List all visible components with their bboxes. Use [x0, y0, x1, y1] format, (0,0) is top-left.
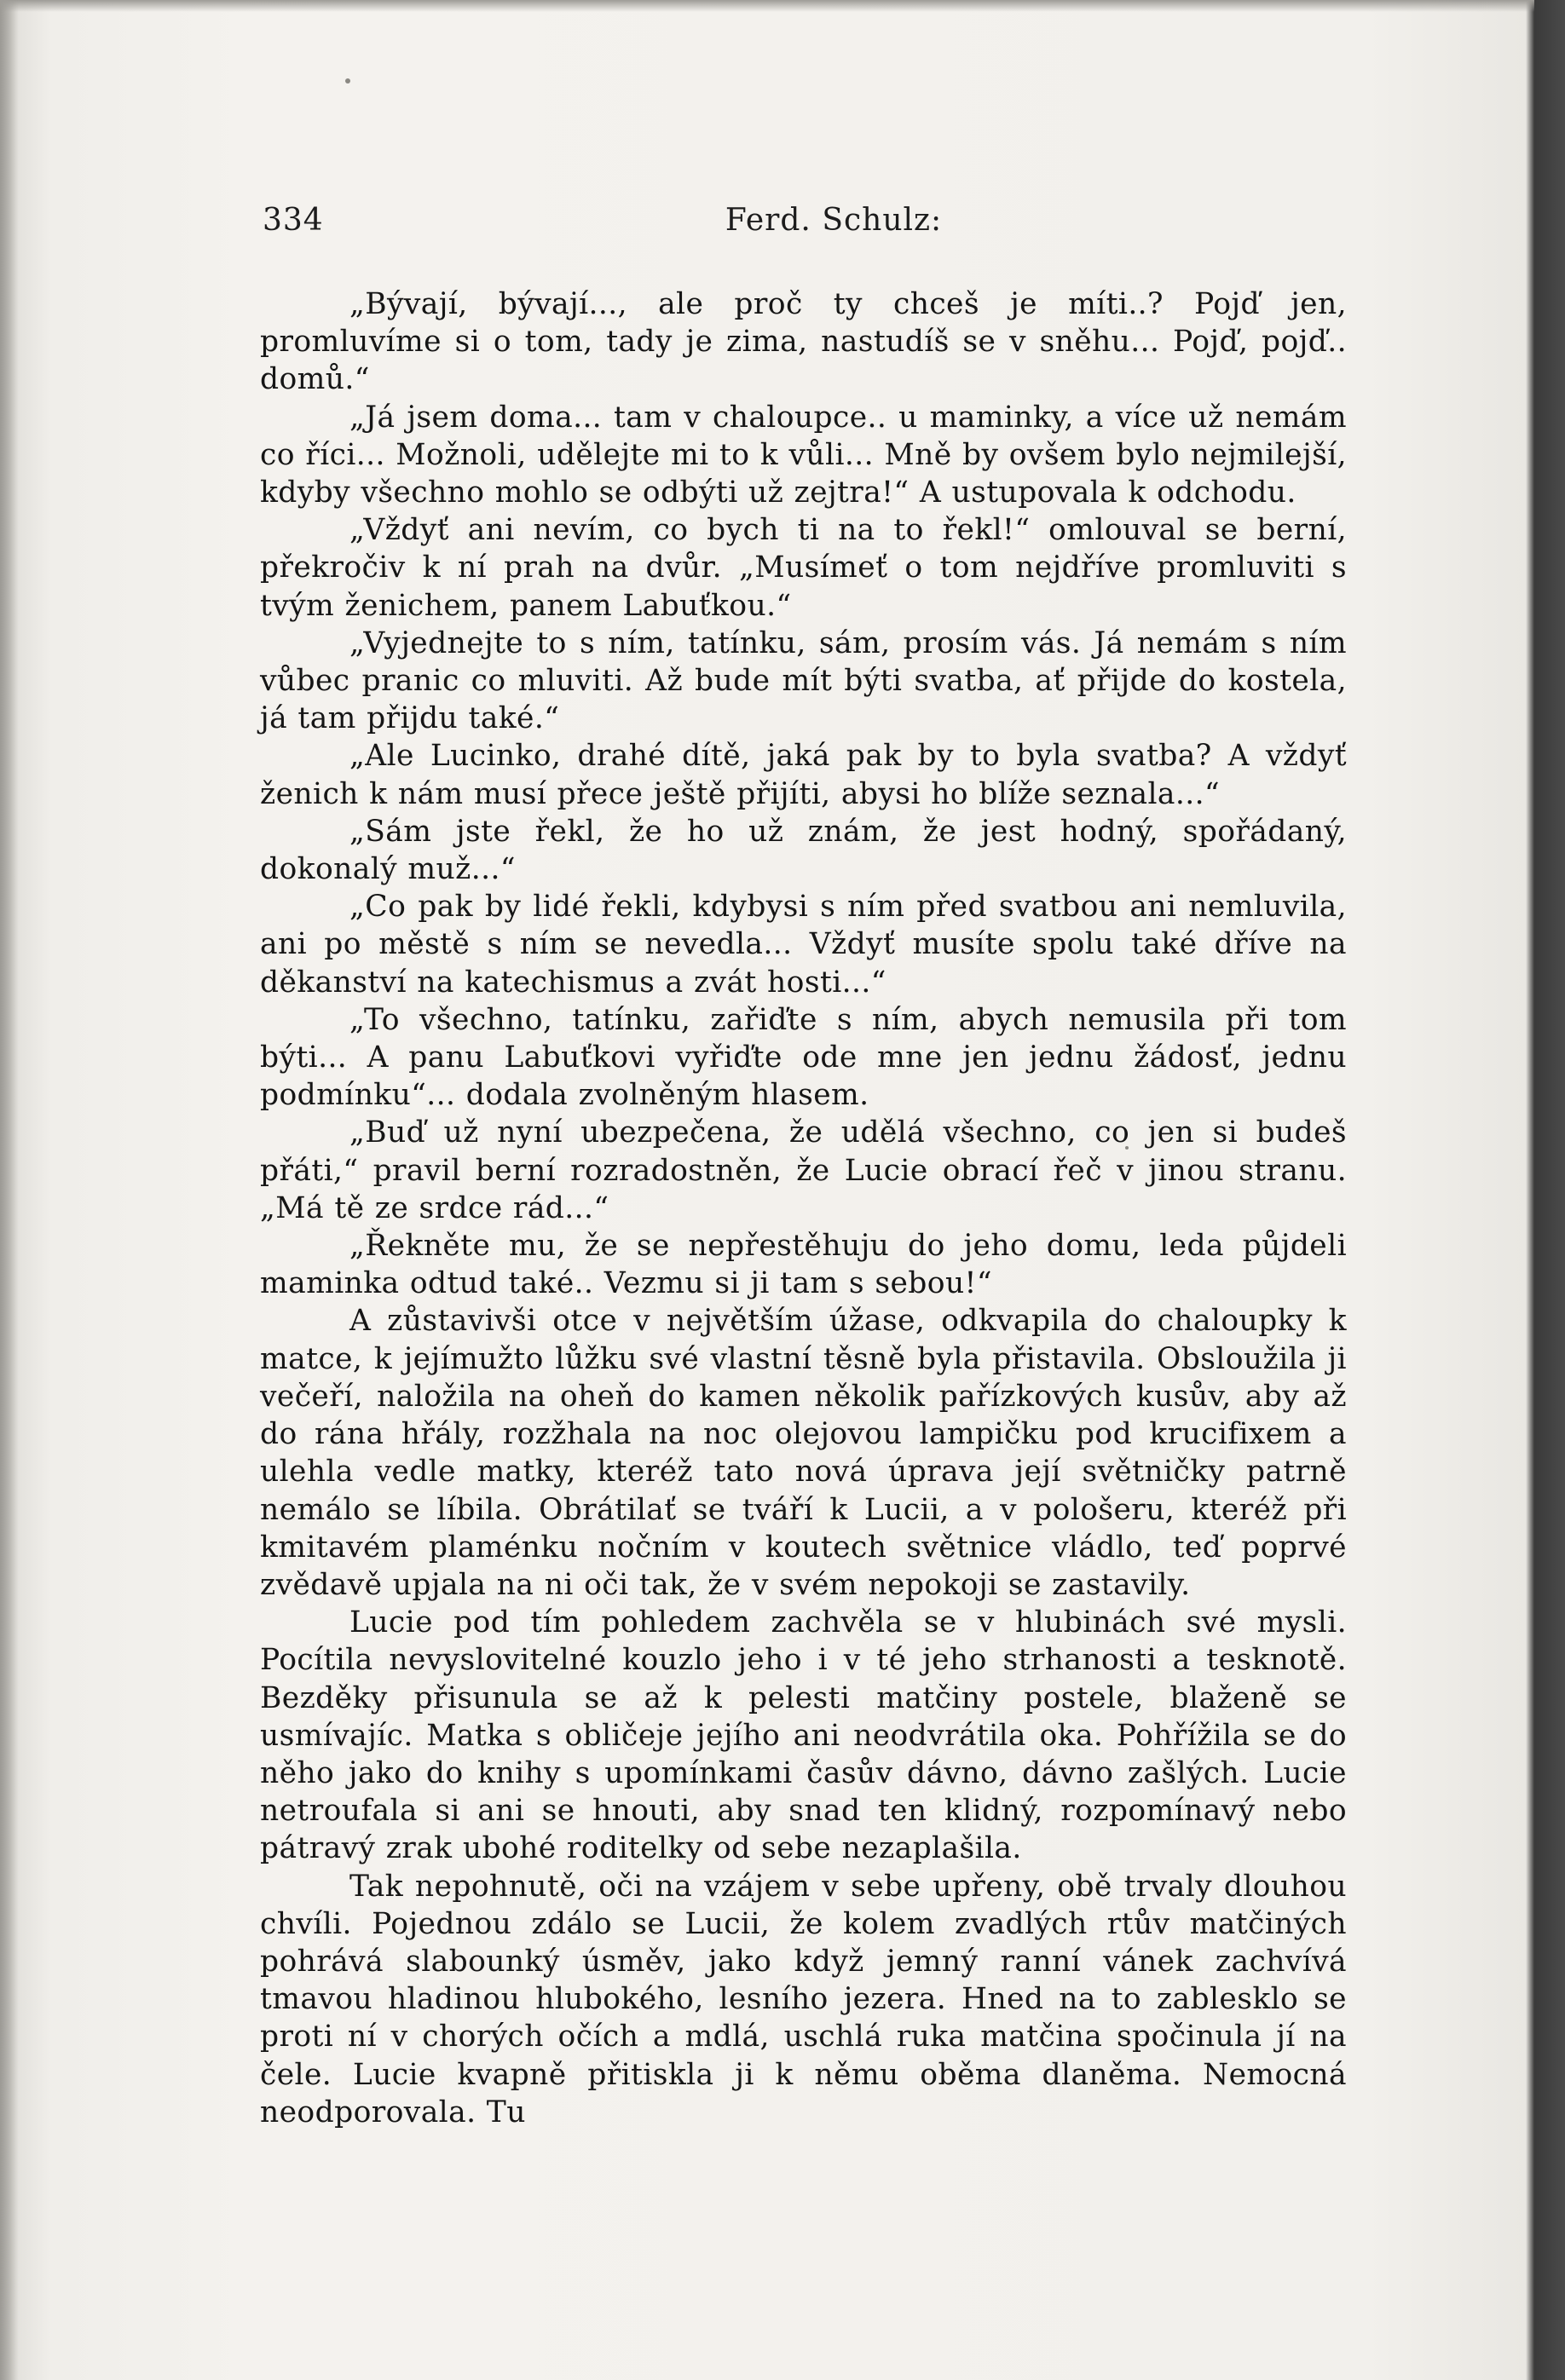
paragraph: „Sám jste řekl, že ho už znám, že jest hodný, spořádaný, dokonalý muž...“ [260, 814, 1347, 887]
paragraph: „Řekněte mu, že se nepřestěhuju do jeho domu, leda půjdeli maminka odtud také.. Vezmu si ji tam s sebou!“ [260, 1229, 1347, 1301]
paragraph: „Co pak by lidé řekli, kdybysi s ním před svatbou ani nemluvila, ani po městě s ním se nevedla... Vždyť musíte spolu také dříve na děkanství na katechismus a zvát hosti...“ [260, 890, 1347, 1000]
top-edge-shadow [0, 0, 1534, 12]
paragraph: „Já jsem doma... tam v chaloupce.. u maminky, a více už nemám co říci... Možnoli, udělejte mi to k vůli... Mně by ovšem bylo nejmilejší, kdyby všechno mohlo se odbýti už zejtra!“ A ustupovala k odchodu. [260, 400, 1347, 510]
page-header [263, 203, 1345, 245]
paragraph: Tak nepohnutě, oči na vzájem v sebe upřeny, obě trvaly dlouhou chvíli. Pojednou zdálo se Lucii, že kolem zvadlých rtův matčiných pohrává slabounký úsměv, jako když jemný ranní vánek zachvívá tmavou hladinou hlubokého, lesního jezera. Hned na to zablesklo se proti ní v chorých očích a mdlá, uschlá ruka matčina spočinula jí na čele. Lucie kvapně přitiskla ji k němu oběma dlaněma. Nemocná neodporovala. Tu [260, 1869, 1347, 2129]
paragraph: „Vždyť ani nevím, co bych ti na to řekl!“ omlouval se berní, překročiv k ní prah na dvůr. „Musímeť o tom nejdříve promluviti s tvým ženichem, panem Labuťkou.“ [260, 513, 1347, 623]
speck-mark [345, 78, 350, 84]
paragraph: „Ale Lucinko, drahé dítě, jaká pak by to byla svatba? A vždyť ženich k nám musí přece ještě přijíti, abysi ho blíže seznala...“ [260, 739, 1347, 811]
gutter-shadow [0, 0, 19, 2380]
paragraph: „To všechno, tatínku, zařiďte s ním, abych nemusila při tom býti... A panu Labuťkovi vyřiďte ode mne jen jednu žádosť, jednu podmínku“... dodala zvolněným hlasem. [260, 1002, 1347, 1113]
running-title: Ferd. Schulz: [725, 203, 943, 238]
paragraph: Lucie pod tím pohledem zachvěla se v hlubinách své mysli. Pocítila nevyslovitelné kouzlo jeho i v té jeho strhanosti a tesknotě. Bezděky přisunula se až k pelesti matčiny postele, blaženě se usmívajíc. Matka s obličeje jejího ani neodvrátila oka. Pohřížila se do něho jako do knihy s upomínkami časův dávno, dávno zašlých. Lucie netroufala si ani se hnouti, aby snad ten klidný, rozpomínavý nebo pátravý zrak ubohé roditelky od sebe nezaplašila. [260, 1605, 1347, 1866]
page-number: 334 [263, 203, 324, 238]
paragraph: A zůstavivši otce v největším úžase, odkvapila do chaloupky k matce, k jejímužto lůžku své vlastní těsně byla přistavila. Obsloužila ji večeří, naložila na oheň do kamen několik pařízkových kusův, aby až do rána hřály, rozžhala na noc olejovou lampičku pod krucifixem a ulehla vedle matky, kteréž tato nová úprava její světničky patrně nemálo se líbila. Obrátilať se tváří k Lucii, a v pološeru, kteréž při kmitavém plaménku nočním v koutech světnice vládlo, teď poprvé zvědavě upjala na ni oči tak, že v svém nepokoji se zastavily. [260, 1304, 1347, 1602]
paragraph: „Bývají, bývají..., ale proč ty chceš je míti..? Pojď jen, promluvíme si o tom, tady je zima, nastudíš se v sněhu... Pojď, pojď.. domů.“ [260, 287, 1347, 397]
paragraph: „Vyjednejte to s ním, tatínku, sám, prosím vás. Já nemám s ním vůbec pranic co mluviti. Až bude mít býti svatba, ať přijde do kostela, já tam přijdu také.“ [260, 625, 1347, 736]
paragraph: „Buď už nyní ubezpečena, že udělá všechno, co jen si budeš přáti,“ pravil berní rozradostněn, že Lucie obrací řeč v jinou stranu. „Má tě ze srdce rád...“ [260, 1115, 1347, 1225]
body-text [260, 285, 1347, 2131]
